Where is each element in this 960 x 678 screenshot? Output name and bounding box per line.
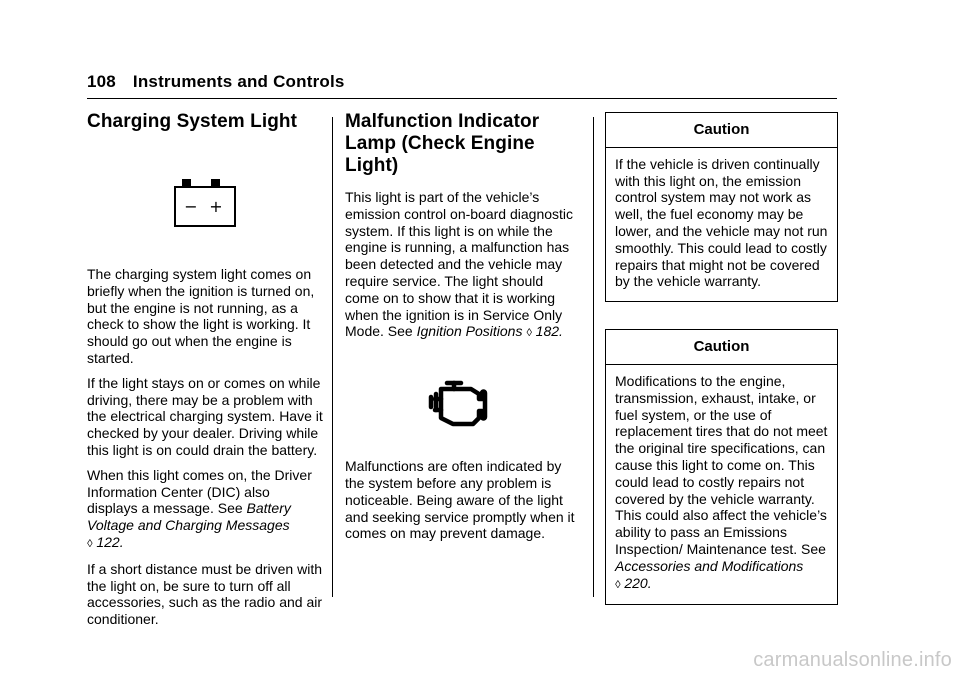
page-number: 108 — [87, 72, 116, 91]
ignition-positions-link[interactable]: Ignition Positions — [416, 323, 523, 340]
mil-paragraph-2: Malfunctions are often indicated by the system before any problem is noticeable. Being aware of the light and seeking service promptly when it comes on may prevent damage. — [345, 458, 575, 542]
charging-paragraph-2: If the light stays on or comes on while driving, there may be a problem with the electrical charging system. Have it checked by your dealer. Driving while this light is on could drain the battery. — [87, 374, 323, 458]
battery-minus: − — [184, 197, 198, 216]
caution-title: Caution — [606, 113, 837, 148]
right-column — [605, 112, 838, 605]
xref-arrow-icon: ◊ — [87, 537, 93, 550]
section-title: Instruments and Controls — [132, 72, 345, 91]
charging-paragraph-1: The charging system light comes on briefly when the ignition is turned on, but the engine is not running, as a check to show the light is working. It should go out when the engine is started. — [87, 266, 315, 366]
battery-icon — [174, 179, 236, 227]
engine-icon-wrap — [345, 380, 581, 428]
xref-page[interactable]: 182 — [535, 323, 560, 340]
xref-arrow-icon: ◊ — [526, 327, 532, 340]
column-divider — [593, 117, 594, 597]
charging-paragraph-3: When this light comes on, the Driver Information Center (DIC) also displays a message. See Battery Voltage and Charging Messages ◊ 122. — [87, 466, 312, 550]
battery-icon-wrap — [87, 179, 323, 227]
caution-title: Caution — [606, 330, 837, 365]
mil-heading: Malfunction Indicator Lamp (Check Engine Light) — [345, 111, 540, 176]
xref-arrow-icon: ◊ — [615, 578, 621, 591]
caution-body: If the vehicle is driven continually with this light on, the emission control system may not work as well, the fuel economy may be lower, and the vehicle may not run smoothly. This could lead to costly repairs that might not be covered by the vehicle warranty. — [615, 155, 828, 290]
xref-page[interactable]: 220 — [624, 574, 648, 591]
battery-plus: + — [209, 197, 223, 216]
caution-body: Modifications to the engine, transmission, exhaust, intake, or fuel system, or the use of replacement tires that do not meet the original tire specifications, can cause this light to come on. This could lead to costly repairs not covered by the vehicle warranty. This could also affect the vehicle’s ability to pass an Emissions Inspection/ Maintenance test. See Accessories and Modifications ◊ 220. — [615, 372, 828, 591]
battery-voltage-link[interactable]: Battery Voltage and Charging Messages — [87, 500, 291, 534]
column-divider — [332, 117, 333, 597]
charging-system-heading: Charging System Light — [87, 111, 298, 132]
xref-page[interactable]: 122 — [96, 533, 120, 550]
page-header — [87, 72, 837, 99]
mil-paragraph-1: This light is part of the vehicle’s emission control on-board diagnostic system. If this light is on while the engine is running, a malfunction has been detected and the vehicle may require service. The light should come on to show that it is working when the ignition is in Service Only Mode. See Ignition Positions ◊ 182. — [345, 189, 574, 340]
charging-paragraph-4: If a short distance must be driven with the light on, be sure to turn off all accessories, such as the radio and air conditioner. — [87, 560, 323, 628]
caution-box-2 — [605, 329, 838, 605]
caution-box-1 — [605, 112, 838, 302]
left-column — [87, 111, 323, 636]
middle-column — [345, 111, 581, 550]
check-engine-icon — [427, 380, 499, 428]
accessories-link[interactable]: Accessories and Modifications — [615, 557, 804, 574]
watermark: carmanualsonline.info — [753, 649, 952, 671]
